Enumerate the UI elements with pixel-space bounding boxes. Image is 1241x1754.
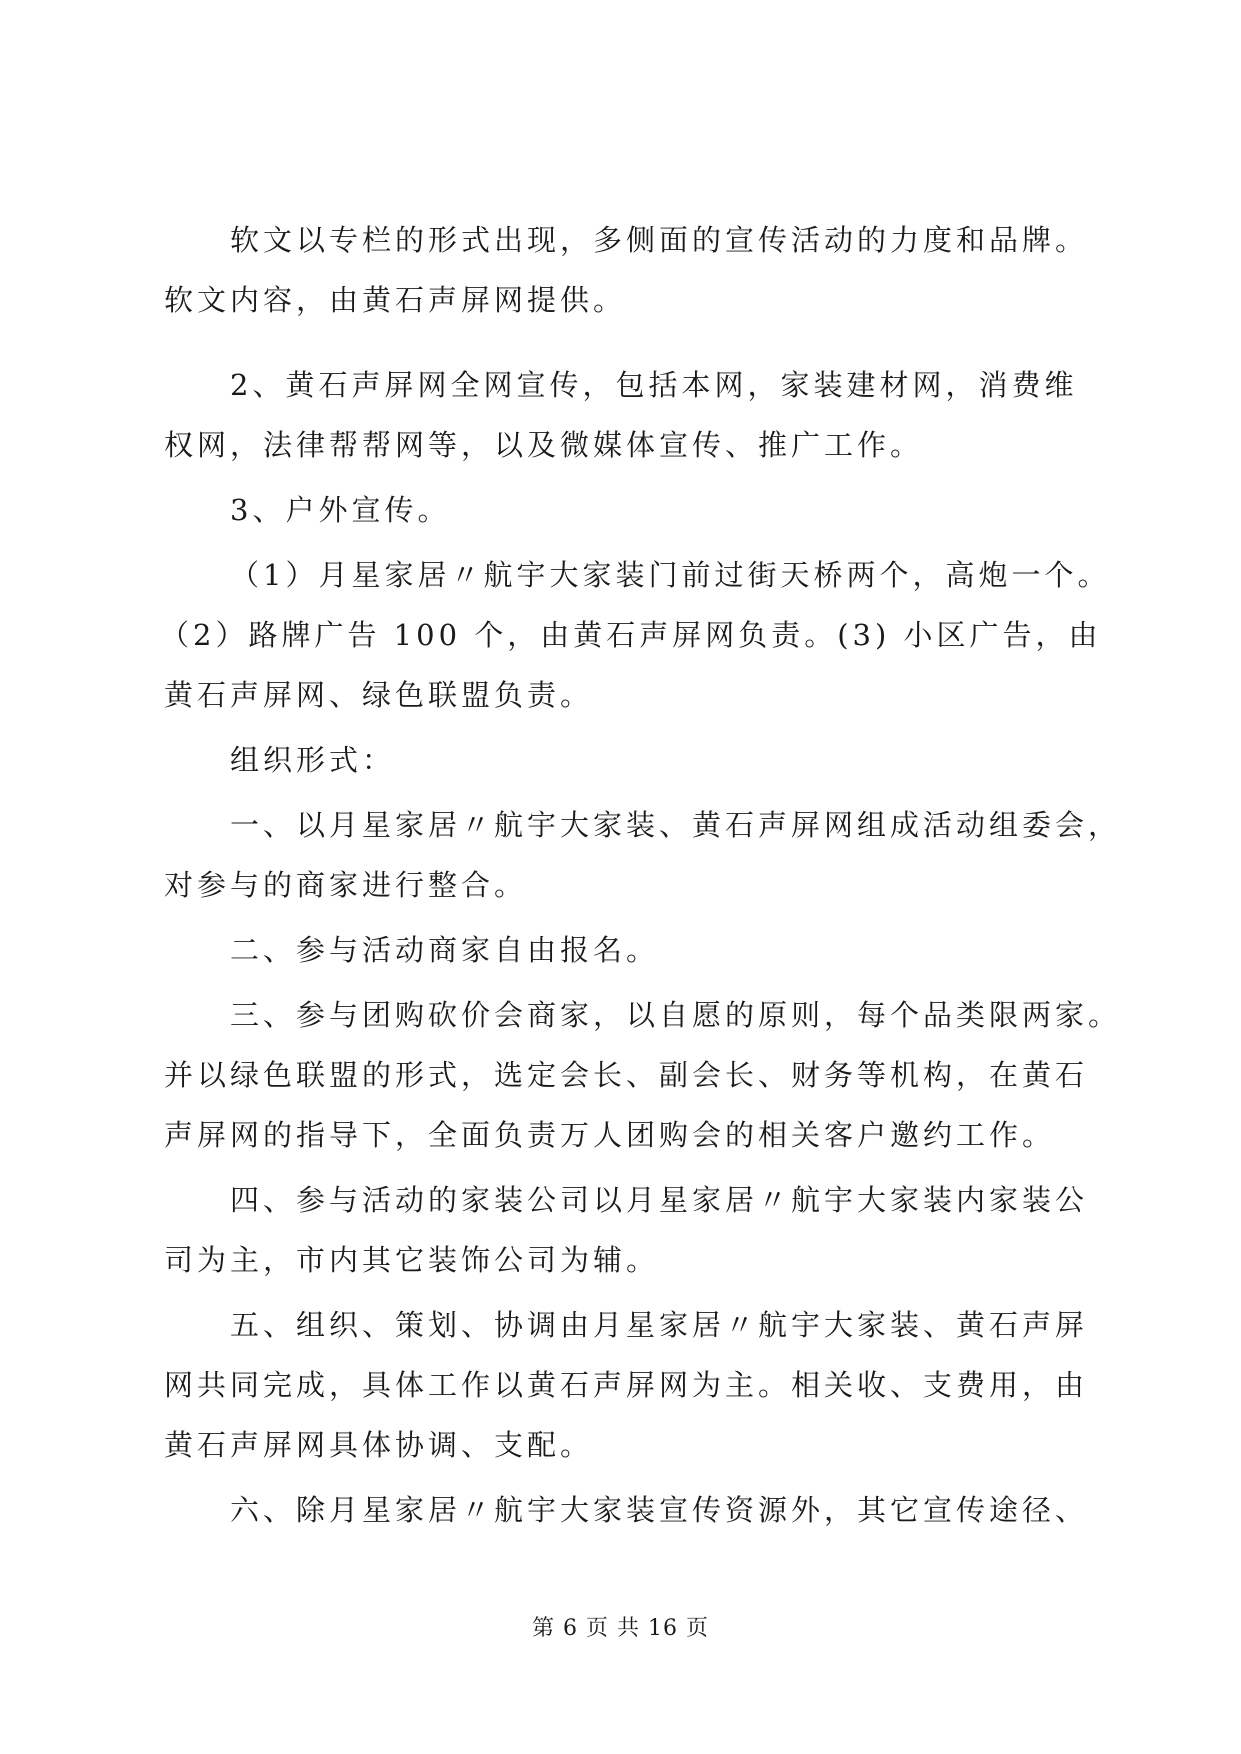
paragraph-line: 3、户外宣传。 (230, 493, 451, 527)
paragraph-line: 四、参与活动的家装公司以月星家居〃航宇大家装内家装公 (230, 1183, 1089, 1217)
paragraph-line: 五、组织、策划、协调由月星家居〃航宇大家装、黄石声屏 (230, 1308, 1089, 1342)
paragraph-line: （1）月星家居〃航宇大家装门前过街天桥两个，高炮一个。 (230, 558, 1111, 592)
paragraph-line: 六、除月星家居〃航宇大家装宣传资源外，其它宣传途径、 (230, 1493, 1089, 1527)
paragraph-line: 黄石声屏网具体协调、支配。 (164, 1428, 594, 1462)
paragraph-line: 黄石声屏网、绿色联盟负责。 (164, 678, 594, 712)
paragraph-line: 网共同完成，具体工作以黄石声屏网为主。相关收、支费用，由 (164, 1368, 1089, 1402)
paragraph-line: 司为主，市内其它装饰公司为辅。 (164, 1243, 660, 1277)
paragraph-line: 软文内容，由黄石声屏网提供。 (164, 283, 627, 317)
paragraph-line: 并以绿色联盟的形式，选定会长、副会长、财务等机构，在黄石 (164, 1058, 1089, 1092)
page-number-footer: 第 6 页 共 16 页 (532, 1616, 709, 1641)
paragraph-line: 二、参与活动商家自由报名。 (230, 933, 660, 967)
paragraph-line: 软文以专栏的形式出现，多侧面的宣传活动的力度和品牌。 (230, 223, 1089, 257)
paragraph-line: 一、以月星家居〃航宇大家装、黄石声屏网组成活动组委会， (230, 808, 1122, 842)
paragraph-line: 权网，法律帮帮网等，以及微媒体宣传、推广工作。 (164, 428, 924, 462)
paragraph-line: （2）路牌广告 100 个，由黄石声屏网负责。(3) 小区广告，由 (160, 618, 1102, 652)
paragraph-line: 声屏网的指导下，全面负责万人团购会的相关客户邀约工作。 (164, 1118, 1056, 1152)
paragraph-line: 三、参与团购砍价会商家，以自愿的原则，每个品类限两家。 (230, 998, 1122, 1032)
paragraph-line: 2、黄石声屏网全网宣传，包括本网，家装建材网，消费维 (230, 368, 1078, 402)
paragraph-line: 组织形式： (230, 743, 396, 777)
paragraph-line: 对参与的商家进行整合。 (164, 868, 528, 902)
